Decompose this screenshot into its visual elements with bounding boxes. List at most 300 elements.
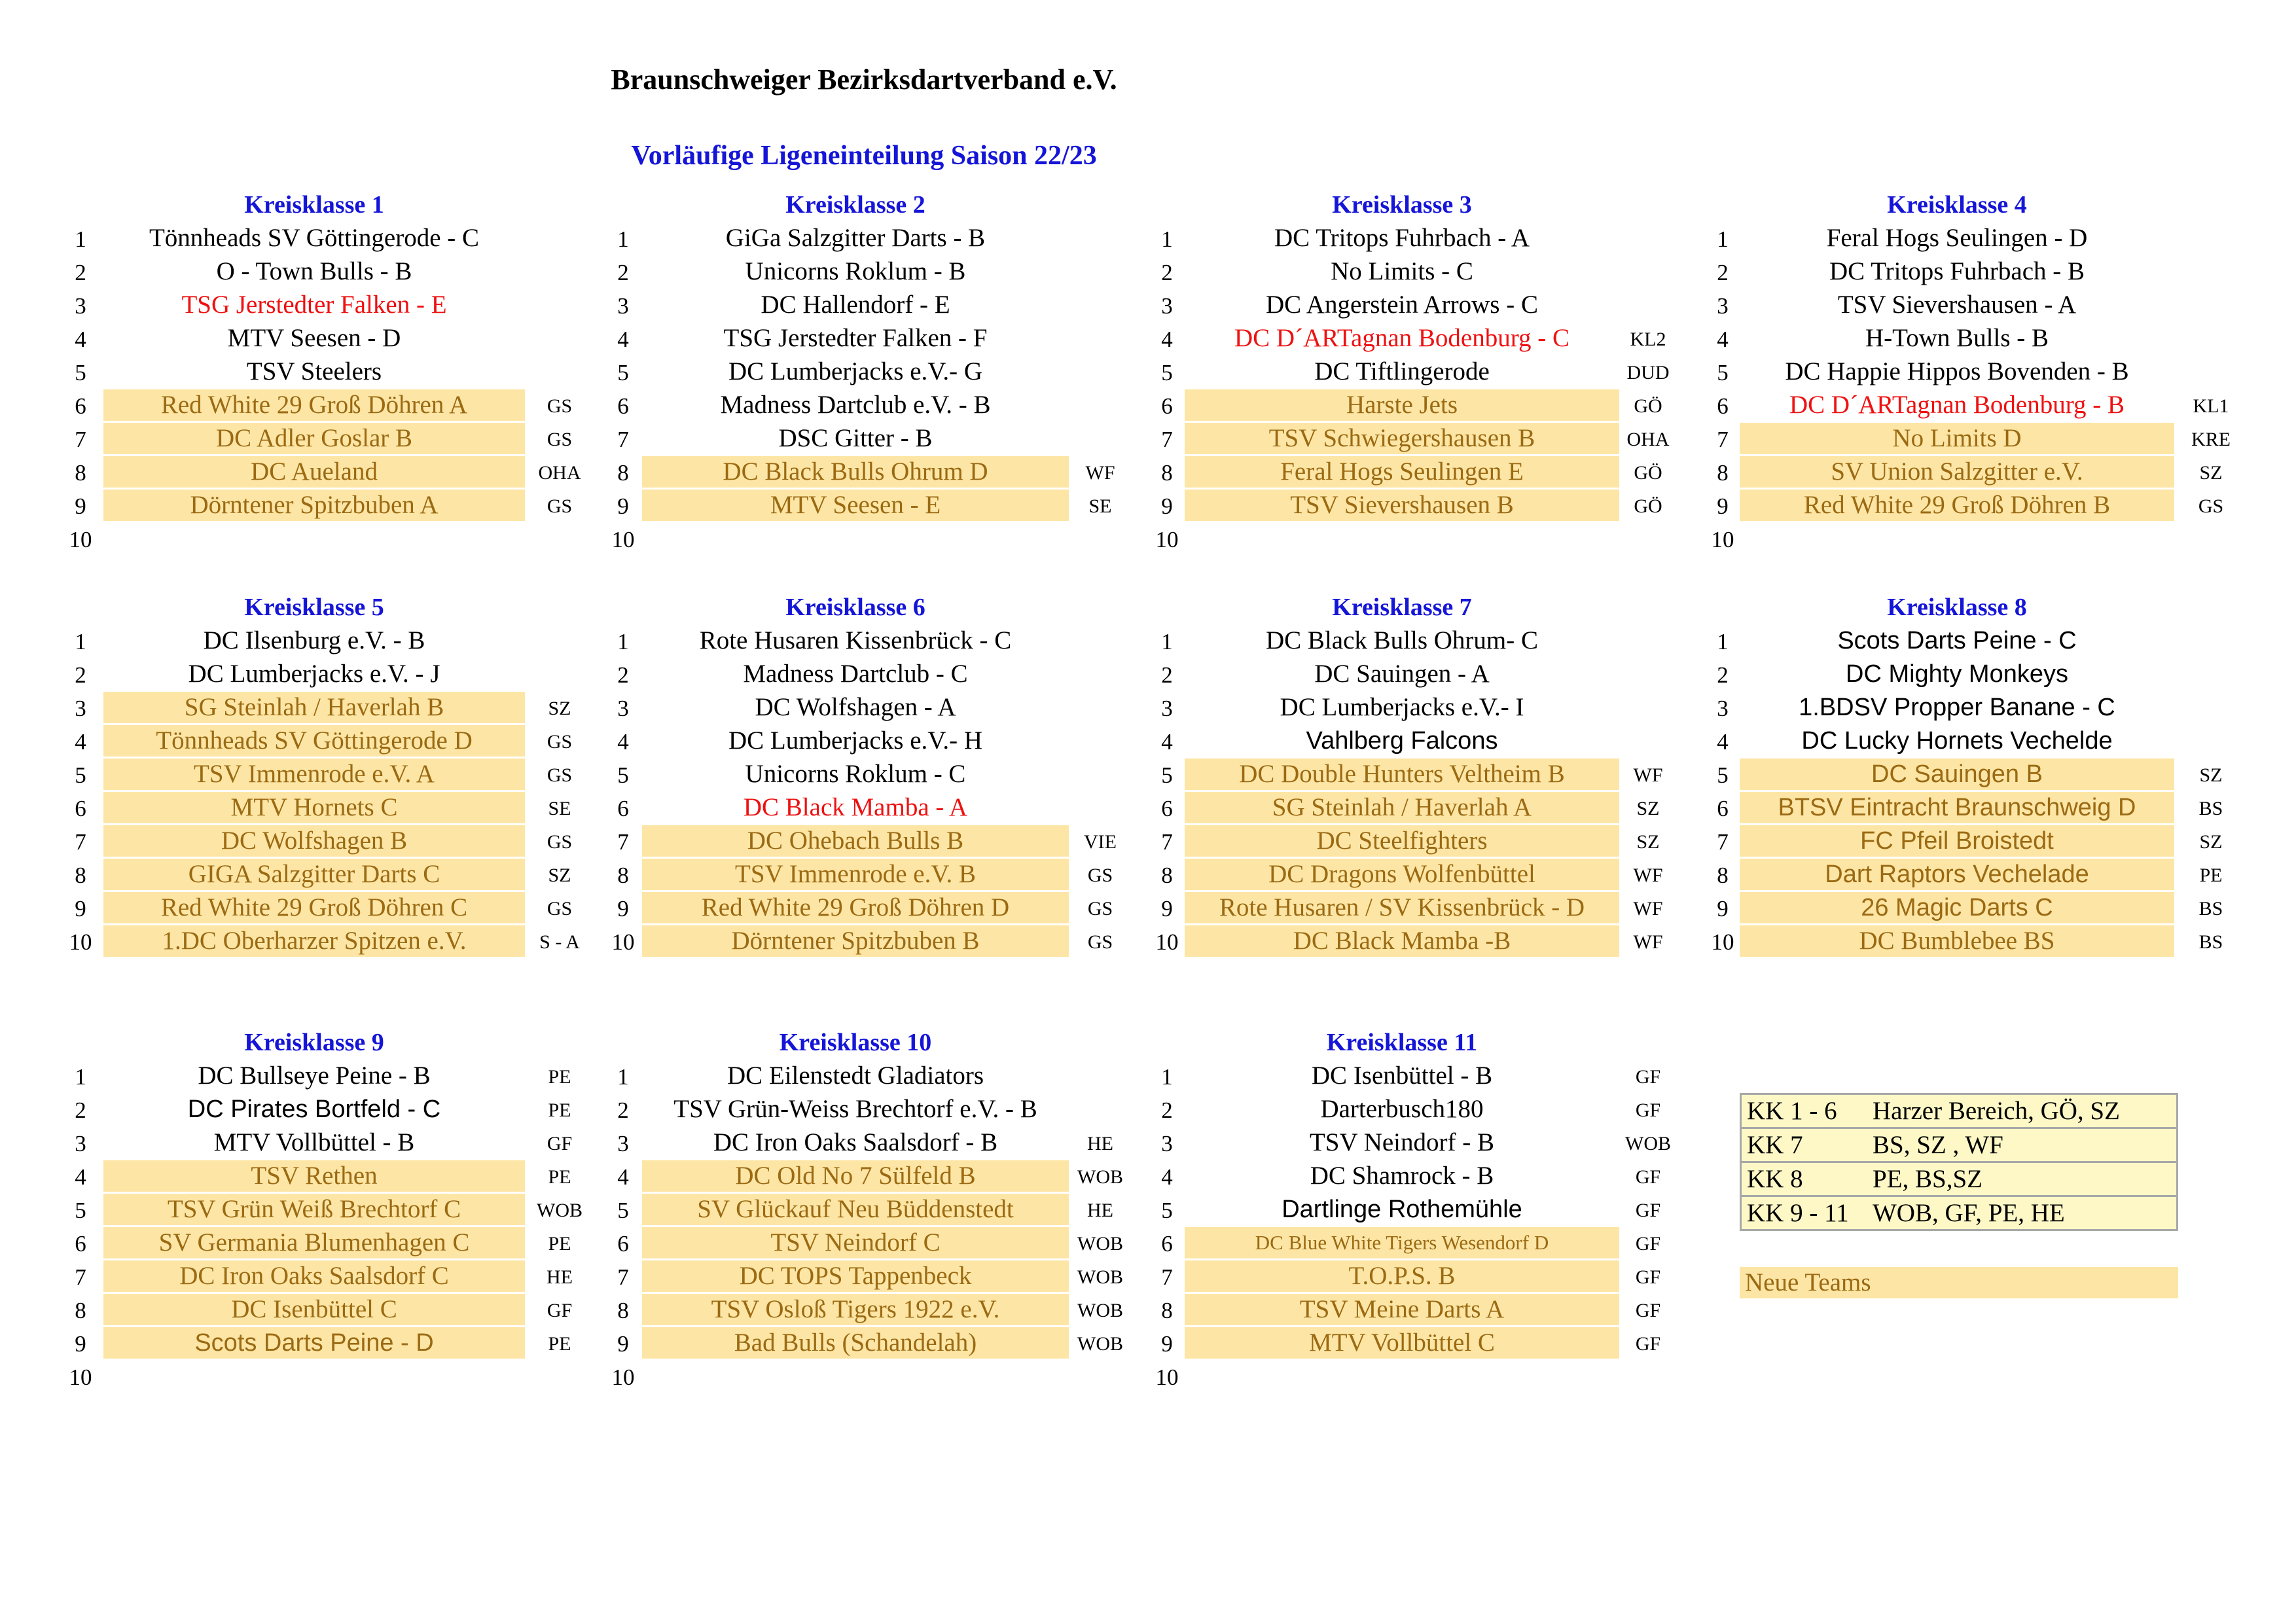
rank-number: 6 [1161, 796, 1173, 821]
team-name: No Limits D [1740, 423, 2174, 454]
team-name: DC Happie Hippos Bovenden - B [1785, 357, 2129, 385]
team-row [1705, 692, 2248, 725]
team-name: DC Black Bulls Ohrum- C [1266, 626, 1538, 654]
rank-number: 10 [1155, 1364, 1179, 1390]
league-heading: Kreisklasse 9 [244, 1029, 384, 1056]
team-name: 1.DC Oberharzer Spitzen e.V. [103, 925, 525, 957]
rank-number: 4 [1161, 327, 1173, 352]
team-name: DC Blue White Tigers Wesendorf D [1185, 1227, 1619, 1258]
team-row [63, 859, 606, 892]
team-name: Dörntener Spitzbuben A [103, 490, 525, 521]
rank-number: 8 [1161, 863, 1173, 888]
team-row [1149, 658, 1693, 692]
team-name: BTSV Eintracht Braunschweig D [1740, 792, 2174, 823]
region-tag: GÖ [1634, 495, 1662, 517]
team-name: TSV Sievershausen - A [1837, 291, 2077, 319]
team-name: Rote Husaren Kissenbrück - C [699, 626, 1012, 654]
team-name: Madness Dartclub e.V. - B [720, 391, 991, 419]
region-tag: WOB [1077, 1233, 1123, 1255]
region-tag: GF [1635, 1233, 1661, 1255]
team-name: DC Black Mamba -B [1185, 925, 1619, 957]
team-row [605, 1294, 1149, 1327]
rank-number: 2 [75, 662, 86, 688]
rank-number: 2 [617, 662, 629, 688]
team-row [63, 523, 606, 556]
team-name: SV Union Salzgitter e.V. [1740, 456, 2174, 488]
team-row [605, 1260, 1149, 1294]
team-name: DC Steelfighters [1185, 825, 1619, 857]
rank-number: 2 [75, 260, 86, 285]
team-name: DC Lumberjacks e.V. - J [188, 660, 440, 688]
team-row [1705, 859, 2248, 892]
team-name: TSV Meine Darts A [1185, 1294, 1619, 1325]
region-tag: PE [548, 1066, 571, 1088]
region-tag: OHA [1626, 429, 1670, 450]
team-row [1705, 925, 2248, 959]
rank-number: 9 [75, 1331, 86, 1357]
team-name: Red White 29 Groß Döhren C [103, 892, 525, 923]
team-row [605, 256, 1149, 289]
region-tag: HE [547, 1266, 573, 1288]
rank-number: 9 [617, 1331, 629, 1357]
rank-number: 1 [1717, 629, 1729, 654]
team-name: MTV Hornets C [103, 792, 525, 823]
team-row [1705, 256, 2248, 289]
region-tag: DUD [1626, 362, 1670, 383]
team-name: DC Eilenstedt Gladiators [726, 1061, 984, 1090]
rank-number: 9 [1717, 896, 1729, 921]
team-name: TSV Grün Weiß Brechtorf C [103, 1194, 525, 1225]
legend-key: KK 8 [1747, 1165, 1803, 1193]
team-row [605, 389, 1149, 423]
legend-value: PE, BS,SZ [1873, 1165, 1982, 1193]
rank-number: 1 [1161, 629, 1173, 654]
team-row [1149, 892, 1693, 925]
rank-number: 2 [1161, 260, 1173, 285]
legend-row [1742, 1129, 2176, 1163]
region-tag: PE [548, 1099, 571, 1121]
region-tag: S - A [539, 931, 580, 953]
team-row [63, 925, 606, 959]
team-name: Tönnheads SV Göttingerode - C [149, 224, 480, 252]
team-row [605, 423, 1149, 456]
region-tag: GS [547, 898, 573, 919]
rank-number: 7 [617, 1264, 629, 1290]
rank-number: 6 [1717, 393, 1729, 419]
team-row [63, 323, 606, 356]
league-heading: Kreisklasse 6 [785, 594, 925, 621]
region-tag: GF [1635, 1333, 1661, 1355]
team-name: Unicorns Roklum - B [745, 257, 966, 285]
team-row [1149, 1327, 1693, 1361]
league-heading: Kreisklasse 7 [1332, 594, 1472, 621]
league-block [605, 592, 1149, 959]
rank-number: 2 [617, 1097, 629, 1123]
team-name: DC Hallendorf - E [761, 291, 950, 319]
rank-number: 8 [75, 1298, 86, 1323]
team-row [1149, 323, 1693, 356]
team-row [1149, 825, 1693, 859]
rank-number: 9 [1161, 896, 1173, 921]
region-tag: BS [2198, 898, 2223, 919]
rank-number: 7 [617, 829, 629, 855]
team-row [605, 692, 1149, 725]
rank-number: 5 [75, 1198, 86, 1223]
team-name: H-Town Bulls - B [1865, 324, 2049, 352]
team-name: SV Glückauf Neu Büddenstedt [642, 1194, 1069, 1225]
rank-number: 9 [1161, 493, 1173, 519]
team-name: DC Pirates Bortfeld - C [187, 1096, 441, 1123]
rank-number: 6 [1161, 393, 1173, 419]
rank-number: 5 [617, 1198, 629, 1223]
team-name: DC Isenbüttel - B [1311, 1061, 1493, 1090]
team-row [1149, 1361, 1693, 1394]
team-row [63, 456, 606, 490]
team-row [63, 1327, 606, 1361]
rank-number: 8 [617, 863, 629, 888]
team-row [605, 792, 1149, 825]
team-row [1705, 523, 2248, 556]
rank-number: 7 [75, 427, 86, 452]
region-tag: GF [1635, 1099, 1661, 1121]
page-title: Braunschweiger Bezirksdartverband e.V. [611, 63, 1117, 96]
legend-key: KK 7 [1747, 1131, 1803, 1159]
legend-key: KK 1 - 6 [1747, 1097, 1837, 1125]
region-tag: WF [1633, 865, 1663, 886]
team-name: Harste Jets [1185, 389, 1619, 421]
team-name: Red White 29 Groß Döhren B [1740, 490, 2174, 521]
rank-number: 2 [617, 260, 629, 285]
rank-number: 9 [617, 896, 629, 921]
team-row [1705, 825, 2248, 859]
team-name: DC Black Bulls Ohrum D [642, 456, 1069, 488]
region-tag: GF [1635, 1266, 1661, 1288]
team-name: DC Tritops Fuhrbach - A [1274, 224, 1530, 252]
team-name: DC Lumberjacks e.V.- I [1280, 693, 1524, 721]
rank-number: 4 [1717, 729, 1729, 755]
team-name: GiGa Salzgitter Darts - B [725, 224, 986, 252]
rank-number: 10 [69, 929, 92, 955]
team-name: GIGA Salzgitter Darts C [103, 859, 525, 890]
team-name: MTV Seesen - E [642, 490, 1069, 521]
league-block [1149, 190, 1693, 556]
rank-number: 6 [1161, 1231, 1173, 1257]
region-tag: SE [1088, 495, 1112, 517]
region-tag: SZ [548, 698, 571, 719]
team-name: Dart Raptors Vechelade [1740, 859, 2174, 890]
team-row [63, 1361, 606, 1394]
rank-number: 1 [1161, 226, 1173, 252]
rank-number: 5 [1717, 360, 1729, 385]
rank-number: 6 [75, 393, 86, 419]
team-name: Red White 29 Groß Döhren D [642, 892, 1069, 923]
team-name: DC Sauingen - A [1314, 660, 1490, 688]
team-row [1149, 1094, 1693, 1127]
region-tag: WF [1633, 764, 1663, 786]
team-name: DC Sauingen B [1740, 758, 2174, 790]
team-name: SG Steinlah / Haverlah B [103, 692, 525, 723]
region-tag: GF [547, 1133, 573, 1154]
team-row [1149, 356, 1693, 389]
rank-number: 10 [1711, 929, 1734, 955]
rank-number: 6 [75, 1231, 86, 1257]
rank-number: 8 [1161, 1298, 1173, 1323]
team-row [605, 289, 1149, 323]
team-row [605, 490, 1149, 523]
team-name: Vahlberg Falcons [1306, 727, 1498, 755]
team-name: DC Black Mamba - A [743, 793, 968, 821]
rank-number: 5 [1161, 1198, 1173, 1223]
rank-number: 9 [617, 493, 629, 519]
team-row [605, 323, 1149, 356]
rank-number: 3 [1161, 293, 1173, 319]
rank-number: 8 [75, 863, 86, 888]
rank-number: 3 [75, 696, 86, 721]
league-block [63, 1027, 606, 1394]
rank-number: 1 [75, 226, 86, 252]
region-tag: WOB [1077, 1300, 1123, 1321]
team-row [605, 456, 1149, 490]
rank-number: 5 [617, 762, 629, 788]
team-row [605, 223, 1149, 256]
region-legend [1740, 1093, 2178, 1231]
rank-number: 2 [75, 1097, 86, 1123]
rank-number: 7 [1717, 829, 1729, 855]
region-tag: GF [1635, 1200, 1661, 1221]
team-row [63, 1094, 606, 1127]
team-row [1149, 859, 1693, 892]
team-row [605, 1094, 1149, 1127]
region-tag: WOB [1077, 1166, 1123, 1188]
team-name: TSV Grün-Weiss Brechtorf e.V. - B [673, 1095, 1037, 1123]
rank-number: 3 [617, 1131, 629, 1156]
team-row [1149, 1227, 1693, 1260]
region-tag: GF [1635, 1066, 1661, 1088]
team-row [605, 1160, 1149, 1194]
team-name: Dartlinge Rothemühle [1282, 1196, 1522, 1223]
team-row [63, 1060, 606, 1094]
league-heading: Kreisklasse 1 [244, 191, 384, 219]
team-row [1149, 1294, 1693, 1327]
team-name: DC Aueland [103, 456, 525, 488]
team-row [63, 792, 606, 825]
team-name: DC Double Hunters Veltheim B [1185, 758, 1619, 790]
team-row [63, 1227, 606, 1260]
rank-number: 4 [617, 1164, 629, 1190]
team-name [103, 1361, 525, 1392]
region-tag: WOB [1077, 1266, 1123, 1288]
team-name: DC Angerstein Arrows - C [1266, 291, 1538, 319]
team-name: FC Pfeil Broistedt [1740, 825, 2174, 857]
team-name [642, 523, 1069, 554]
team-name: 26 Magic Darts C [1740, 892, 2174, 923]
region-tag: GF [1635, 1300, 1661, 1321]
region-tag: OHA [538, 462, 581, 484]
team-name: 1.BDSV Propper Banane - C [1799, 694, 2115, 721]
rank-number: 7 [75, 829, 86, 855]
region-tag: GS [1087, 931, 1113, 953]
team-row [1149, 389, 1693, 423]
team-name: DC Mighty Monkeys [1846, 660, 2068, 688]
team-name: TSV Immenrode e.V. B [642, 859, 1069, 890]
region-tag: PE [2199, 865, 2223, 886]
team-name: T.O.P.S. B [1185, 1260, 1619, 1292]
region-tag: KL1 [2193, 395, 2229, 417]
team-name: DC Adler Goslar B [103, 423, 525, 454]
team-row [605, 859, 1149, 892]
team-name [1185, 1361, 1619, 1392]
team-name [103, 523, 525, 554]
league-heading: Kreisklasse 11 [1326, 1029, 1478, 1056]
legend-row [1742, 1197, 2176, 1229]
team-row [1705, 625, 2248, 658]
rank-number: 6 [1717, 796, 1729, 821]
rank-number: 1 [75, 629, 86, 654]
rank-number: 6 [617, 393, 629, 419]
region-tag: VIE [1084, 831, 1117, 853]
team-name: DC Iron Oaks Saalsdorf - B [713, 1128, 998, 1156]
team-row [1705, 223, 2248, 256]
rank-number: 3 [1161, 696, 1173, 721]
rank-number: 4 [1161, 729, 1173, 755]
region-tag: GF [547, 1300, 573, 1321]
rank-number: 7 [75, 1264, 86, 1290]
team-row [63, 725, 606, 758]
team-row [605, 356, 1149, 389]
team-name: DSC Gitter - B [778, 424, 933, 452]
league-block [1149, 592, 1693, 959]
rank-number: 8 [617, 1298, 629, 1323]
team-name: Red White 29 Groß Döhren A [103, 389, 525, 421]
region-tag: PE [548, 1333, 571, 1355]
new-teams-legend: Neue Teams [1740, 1267, 2178, 1298]
team-name: Feral Hogs Seulingen - D [1826, 224, 2088, 252]
league-heading: Kreisklasse 3 [1332, 191, 1472, 219]
team-row [605, 758, 1149, 792]
team-row [63, 892, 606, 925]
team-row [605, 658, 1149, 692]
team-row [1149, 758, 1693, 792]
team-row [63, 625, 606, 658]
team-name: Feral Hogs Seulingen E [1185, 456, 1619, 488]
team-name: DC Tritops Fuhrbach - B [1829, 257, 2085, 285]
team-row [63, 658, 606, 692]
region-tag: SZ [2199, 831, 2223, 853]
team-row [1705, 423, 2248, 456]
rank-number: 10 [1711, 527, 1734, 552]
region-tag: SZ [2199, 764, 2223, 786]
region-tag: GÖ [1634, 462, 1662, 484]
team-name: MTV Vollbüttel - B [213, 1128, 415, 1156]
rank-number: 8 [75, 460, 86, 486]
team-row [1149, 792, 1693, 825]
team-name: Darterbusch180 [1320, 1095, 1484, 1123]
page-subtitle: Vorläufige Ligeneinteilung Saison 22/23 [631, 141, 1097, 171]
team-row [1149, 256, 1693, 289]
rank-number: 8 [617, 460, 629, 486]
team-row [1149, 423, 1693, 456]
team-name: Madness Dartclub - C [743, 660, 968, 688]
rank-number: 5 [617, 360, 629, 385]
team-name: TSV Steelers [246, 357, 382, 385]
team-row [63, 1260, 606, 1294]
rank-number: 6 [75, 796, 86, 821]
rank-number: 5 [1161, 762, 1173, 788]
rank-number: 10 [1155, 929, 1179, 955]
legend-row [1742, 1095, 2176, 1129]
team-name: DC Bumblebee BS [1740, 925, 2174, 957]
region-tag: BS [2198, 931, 2223, 953]
region-tag: GS [547, 495, 573, 517]
team-row [1705, 758, 2248, 792]
rank-number: 7 [1717, 427, 1729, 452]
team-row [63, 389, 606, 423]
rank-number: 10 [611, 929, 635, 955]
team-row [1705, 389, 2248, 423]
team-row [1705, 792, 2248, 825]
team-row [63, 256, 606, 289]
rank-number: 1 [1717, 226, 1729, 252]
region-tag: GS [547, 731, 573, 753]
league-block [605, 1027, 1149, 1394]
league-heading: Kreisklasse 8 [1887, 594, 2027, 621]
team-row [605, 1327, 1149, 1361]
rank-number: 6 [617, 1231, 629, 1257]
team-row [1149, 725, 1693, 758]
team-row [605, 825, 1149, 859]
team-name: SV Germania Blumenhagen C [103, 1227, 525, 1258]
legend-value: BS, SZ , WF [1873, 1131, 2003, 1159]
rank-number: 7 [1161, 1264, 1173, 1290]
region-tag: SZ [1636, 831, 1660, 853]
team-name: TSV Sievershausen B [1185, 490, 1619, 521]
rank-number: 10 [69, 527, 92, 552]
team-name: DC Ohebach Bulls B [642, 825, 1069, 857]
region-tag: WOB [1625, 1133, 1671, 1154]
team-name: Tönnheads SV Göttingerode D [103, 725, 525, 757]
team-name: TSV Neindorf - B [1309, 1128, 1494, 1156]
rank-number: 1 [617, 226, 629, 252]
rank-number: 5 [75, 762, 86, 788]
rank-number: 1 [75, 1064, 86, 1090]
team-row [63, 1194, 606, 1227]
region-tag: WOB [537, 1200, 583, 1221]
team-name: DC Iron Oaks Saalsdorf C [103, 1260, 525, 1292]
team-row [1705, 456, 2248, 490]
team-row [63, 1160, 606, 1194]
league-heading: Kreisklasse 5 [244, 594, 384, 621]
region-tag: HE [1087, 1200, 1113, 1221]
team-name: TSG Jerstedter Falken - E [181, 291, 447, 319]
rank-number: 3 [617, 696, 629, 721]
team-name: Unicorns Roklum - C [745, 760, 966, 788]
league-heading: Kreisklasse 2 [785, 191, 925, 219]
rank-number: 4 [75, 1164, 86, 1190]
team-row [63, 356, 606, 389]
legend-key: KK 9 - 11 [1747, 1199, 1849, 1227]
team-row [1149, 925, 1693, 959]
team-row [1149, 1127, 1693, 1160]
team-name [1185, 523, 1619, 554]
legend-value: Harzer Bereich, GÖ, SZ [1873, 1097, 2120, 1125]
team-row [605, 625, 1149, 658]
team-name: DC D´ARTagnan Bodenburg - B [1789, 391, 2125, 419]
team-name: TSV Osloß Tigers 1922 e.V. [642, 1294, 1069, 1325]
team-name: TSV Schwiegershausen B [1185, 423, 1619, 454]
team-name: DC Lumberjacks e.V.- H [728, 726, 983, 755]
rank-number: 2 [1161, 662, 1173, 688]
team-row [1705, 658, 2248, 692]
